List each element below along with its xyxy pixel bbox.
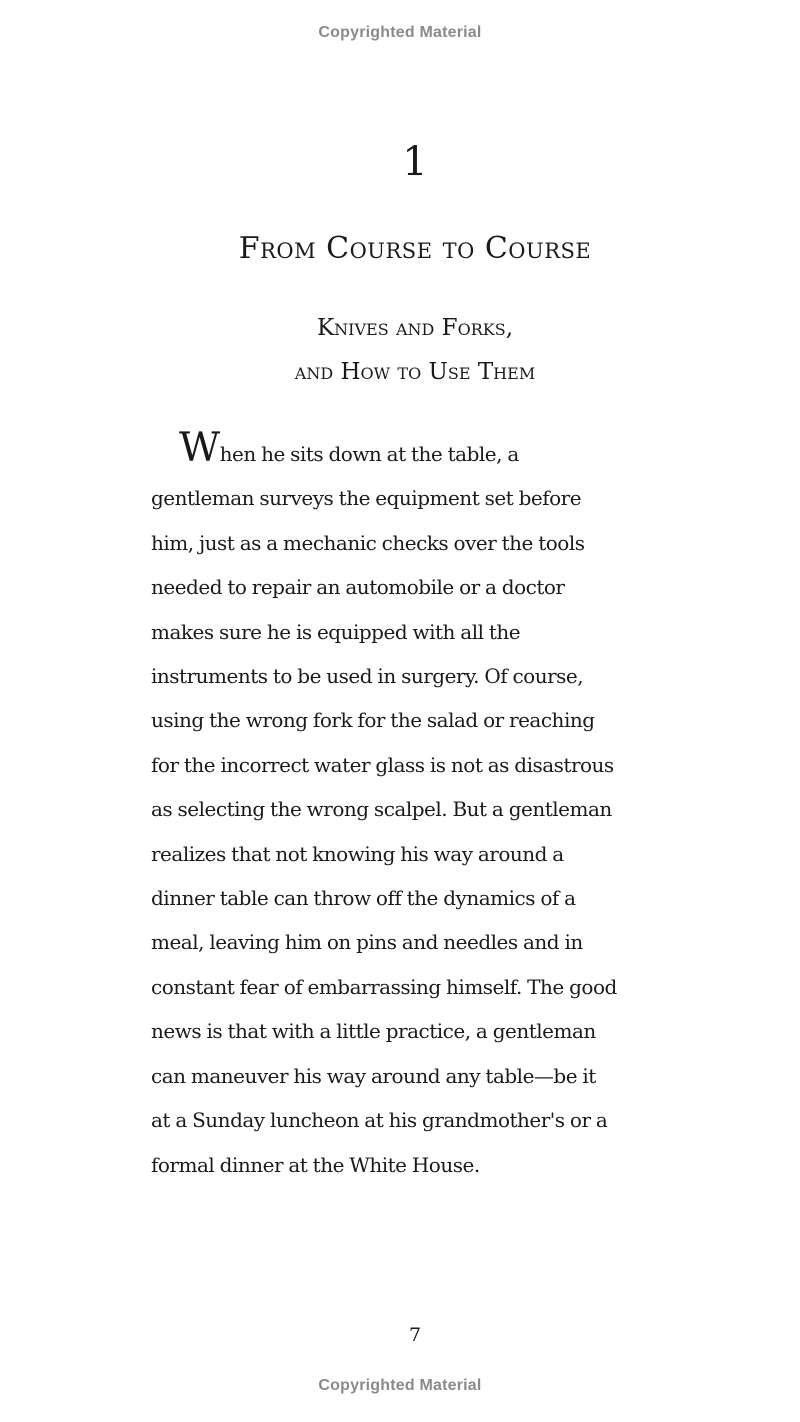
body-line: at a Sunday luncheon at his grandmother's or a: [151, 1108, 608, 1133]
body-line: formal dinner at the White House.: [151, 1152, 480, 1177]
body-line: meal, leaving him on pins and needles and in: [151, 930, 583, 955]
section-title: [0, 306, 800, 394]
body-line: needed to repair an automobile or a doctor: [151, 575, 565, 600]
body-line: as selecting the wrong scalpel. But a gentleman: [151, 797, 612, 822]
body-line: realizes that not knowing his way around a: [151, 841, 564, 866]
body-line: instruments to be used in surgery. Of course,: [151, 664, 584, 689]
body-line: news is that with a little practice, a gentleman: [151, 1019, 596, 1044]
copyright-watermark-bottom: Copyrighted Material: [318, 1377, 482, 1394]
body-line: using the wrong fork for the salad or reaching: [151, 708, 595, 733]
copyright-watermark-top: Copyrighted Material: [318, 24, 482, 41]
page-number: 7: [408, 1324, 422, 1346]
body-line: him, just as a mechanic checks over the tools: [151, 530, 585, 555]
body-line: gentleman surveys the equipment set before: [151, 486, 582, 511]
body-line-text: hen he sits down at the table, a: [219, 442, 519, 466]
body-paragraph: [151, 425, 686, 1187]
body-line: dinner table can throw off the dynamics of a: [151, 886, 576, 911]
body-line: constant fear of embarrassing himself. The good: [151, 974, 617, 999]
body-line: [151, 425, 686, 476]
chapter-title: From Course to Course: [238, 231, 592, 266]
chapter-number: 1: [402, 139, 428, 185]
body-line: makes sure he is equipped with all the: [151, 619, 521, 644]
body-line: for the incorrect water glass is not as disastrous: [151, 752, 614, 777]
drop-cap: W: [179, 425, 220, 471]
section-title-line-1: Knives and Forks,: [316, 315, 514, 341]
section-title-line-2: and How to Use Them: [294, 359, 536, 385]
body-line: can maneuver his way around any table—be it: [151, 1063, 596, 1088]
